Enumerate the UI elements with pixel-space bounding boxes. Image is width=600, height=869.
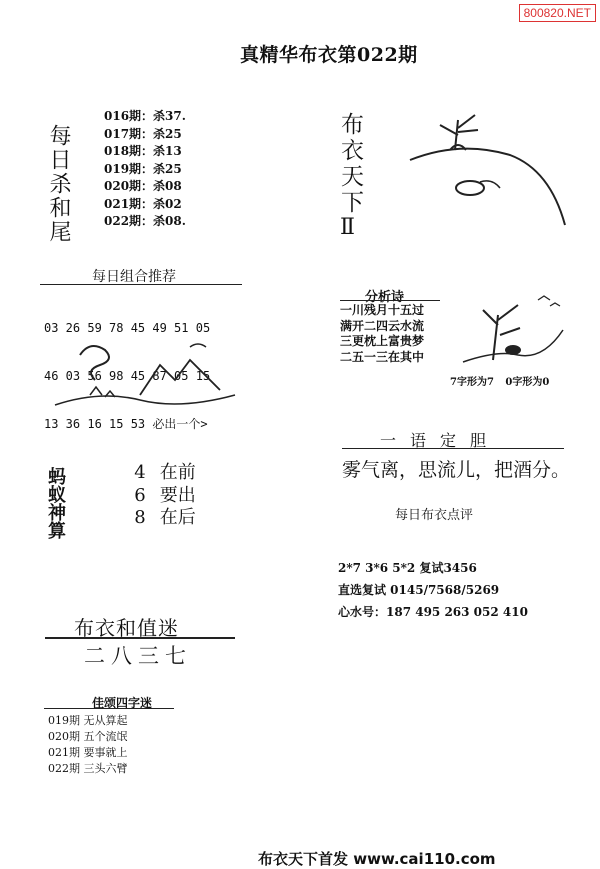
sum-riddle-value: 二八三七	[84, 644, 192, 668]
ant-position: 要出	[159, 484, 196, 506]
poem-line: 满开二四云水流	[340, 318, 425, 333]
combo-title: 每日组合推荐	[92, 269, 176, 285]
ant-number: 8	[134, 507, 146, 528]
kill-item: 019期：杀25	[104, 161, 182, 176]
buyi-roman-numeral: Ⅱ	[340, 215, 355, 240]
kill-item: 022期：杀08.	[104, 214, 186, 228]
rec-line: 心水号：187 495 263 052 410	[338, 605, 528, 619]
site-watermark: 800820.NET	[519, 4, 596, 22]
footer-site-link[interactable]: 布衣天下首发 www.cai110.com	[258, 850, 496, 868]
shape-hint: 7字形为7 0字形为0	[450, 377, 550, 388]
poem-line: 二五一三在其中	[340, 349, 425, 364]
one-word-title: 一语定胆	[380, 431, 501, 450]
kill-item: 017期：杀25	[104, 126, 182, 141]
combo-row: 03 26 59 78 45 49 51 05	[44, 321, 211, 335]
kill-item: 020期：杀08	[104, 179, 182, 193]
recommendations	[338, 557, 528, 623]
ant-position: 在后	[159, 507, 196, 528]
ant-row	[126, 507, 196, 530]
analysis-divider	[340, 300, 440, 301]
poem-line: 三更枕上富贵梦	[340, 334, 425, 348]
riddle-row: 020期 五个流氓	[48, 730, 128, 743]
poem-line: 一川残月十五过	[340, 303, 425, 317]
ant-row	[126, 462, 196, 485]
riddle-row: 021期 要事就上	[48, 746, 128, 759]
sum-riddle-divider	[45, 637, 235, 639]
one-word-text: 雾气离，思流儿，把酒分。	[342, 459, 571, 481]
ant-position: 在前	[159, 462, 196, 483]
four-char-riddle-divider	[44, 708, 174, 709]
four-char-riddle-list	[48, 713, 128, 777]
daily-kill-list	[104, 108, 186, 231]
ant-number: 6	[134, 484, 146, 506]
combo-row: 46 03 56 98 45 87 05 15	[44, 369, 211, 383]
ant-row	[126, 485, 196, 508]
analysis-poem-title: 分析诗	[365, 290, 405, 305]
daily-kill-heading: 每日杀和尾	[46, 124, 71, 244]
riddle-row: 022期 三头六臂	[48, 762, 128, 775]
page-title: 真精华布衣第022期	[240, 44, 418, 66]
buyi-tianxia-heading: 布衣天下	[337, 112, 363, 216]
kill-item: 016期：杀37.	[104, 109, 186, 123]
kill-item: 018期：杀13	[104, 144, 182, 158]
one-word-divider	[342, 448, 564, 449]
ant-calc-heading: 蚂蚁神算	[45, 467, 66, 539]
daily-comment-title: 每日布衣点评	[395, 508, 474, 523]
ant-calc-rows	[126, 462, 196, 530]
rec-line: 2*7 3*6 5*2 复试3456	[338, 561, 477, 575]
tree-sketch-illustration	[400, 110, 570, 230]
sum-riddle-title: 布衣和值迷	[74, 616, 179, 640]
dragon-mountain-illustration	[50, 335, 240, 425]
combo-row: 13 36 16 15 53 必出一个>	[44, 417, 208, 431]
combo-divider	[40, 284, 242, 285]
four-char-riddle-title: 佳颂四字迷	[92, 696, 153, 710]
riddle-row: 019期 无从算起	[48, 714, 128, 727]
ant-number: 4	[134, 462, 146, 483]
analysis-poem	[340, 303, 424, 365]
small-tree-illustration	[458, 290, 568, 365]
rec-line: 直选复试 0145/7568/5269	[338, 583, 500, 597]
kill-item: 021期：杀02	[104, 196, 182, 211]
